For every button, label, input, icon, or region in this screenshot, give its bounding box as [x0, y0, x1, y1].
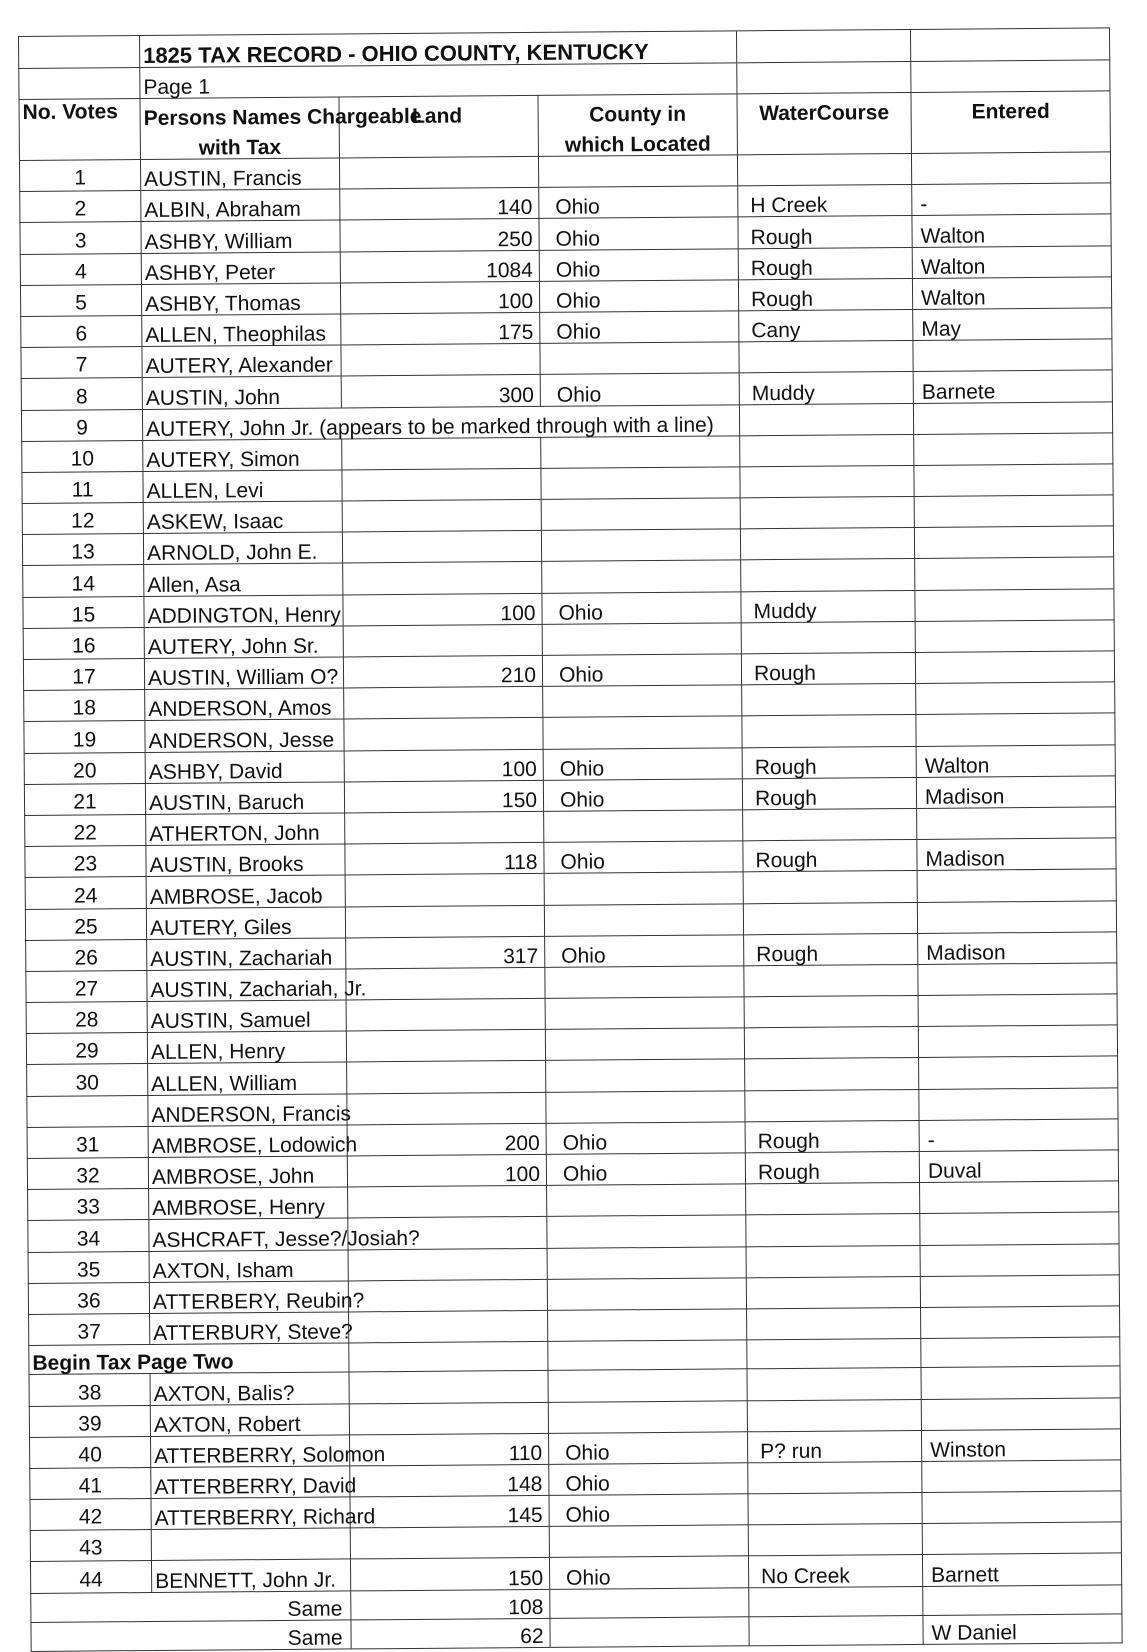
row-number: [27, 1095, 148, 1127]
watercourse: [741, 621, 915, 654]
entered: Madison: [917, 838, 1116, 871]
row-number: 28: [26, 1002, 147, 1034]
watercourse: [740, 497, 914, 530]
watercourse: [745, 1089, 919, 1122]
row-number: 36: [28, 1282, 149, 1314]
county-located: [547, 1278, 746, 1311]
county-located: [545, 997, 744, 1030]
watercourse: [743, 808, 917, 841]
watercourse: Rough: [745, 1151, 919, 1184]
county-located: [545, 1028, 744, 1061]
watercourse: Rough: [738, 247, 912, 280]
land-acres: [341, 344, 540, 377]
header-county-line1: County in: [538, 94, 737, 126]
watercourse: [749, 1615, 923, 1646]
same-label: Same: [31, 1591, 351, 1623]
entered: [914, 495, 1113, 528]
county-located: [548, 1309, 747, 1342]
county-located: [541, 529, 740, 562]
land-acres: [342, 468, 541, 501]
row-number: 31: [27, 1126, 148, 1158]
page-label: Page 1: [140, 63, 737, 99]
land-acres: 110: [349, 1433, 548, 1466]
entered: Duval: [919, 1150, 1118, 1183]
land-acres: 1084: [340, 250, 539, 283]
entered: [916, 682, 1115, 715]
county-located: Ohio: [539, 217, 738, 250]
watercourse: Muddy: [741, 590, 915, 623]
person-name: AUTERY, Giles: [146, 906, 345, 939]
person-name: AUSTIN, Samuel: [147, 1000, 346, 1033]
land-acres: 100: [343, 593, 542, 626]
row-number: 12: [22, 503, 143, 535]
county-located: [547, 1215, 746, 1248]
person-name: AMBROSE, Jacob: [146, 875, 345, 908]
county-located: [550, 1587, 749, 1618]
row-number: 44: [30, 1561, 151, 1593]
entered: Barnete: [913, 370, 1112, 403]
person-name: AXTON, Robert: [150, 1403, 349, 1436]
tax-record-sheet: [18, 27, 1122, 1650]
entered: [922, 1522, 1121, 1555]
land-acres: 62: [351, 1618, 550, 1649]
entered: Walton: [916, 744, 1115, 777]
watercourse: [746, 1183, 920, 1216]
person-name: AUSTIN, Baruch: [145, 782, 344, 815]
person-name: AMBROSE, Lodowich: [148, 1125, 347, 1158]
land-acres: 100: [344, 749, 543, 782]
watercourse: [747, 1399, 921, 1432]
entered: Madison: [916, 776, 1115, 809]
county-located: Ohio: [549, 1494, 748, 1527]
county-located: [548, 1400, 747, 1433]
row-number: 3: [20, 222, 141, 254]
watercourse: No Creek: [748, 1555, 922, 1588]
land-acres: 200: [347, 1123, 546, 1156]
county-located: Ohio: [542, 591, 741, 624]
land-acres: [348, 1279, 547, 1312]
row-number: 34: [28, 1220, 149, 1252]
row-number: 6: [21, 315, 142, 347]
person-name: AMBROSE, Henry: [149, 1187, 348, 1220]
county-located: [547, 1184, 746, 1217]
entered: Barnett: [922, 1553, 1121, 1586]
watercourse: [741, 559, 915, 592]
row-number: 18: [24, 690, 145, 722]
row-number: 42: [30, 1499, 151, 1531]
row-number: 27: [26, 970, 147, 1002]
county-located: [549, 1525, 748, 1558]
watercourse: Rough: [744, 933, 918, 966]
watercourse: [744, 996, 918, 1029]
watercourse: Muddy: [739, 372, 913, 405]
row-number: 20: [24, 752, 145, 784]
page-title: 1825 TAX RECORD - OHIO COUNTY, KENTUCKY: [140, 31, 737, 68]
watercourse: Rough: [743, 840, 917, 873]
land-acres: [339, 156, 538, 189]
row-number: 10: [22, 440, 143, 472]
entered: [913, 401, 1112, 434]
empty-cell: [548, 1340, 747, 1371]
header-entered: Entered: [911, 91, 1110, 123]
person-name: ATTERBERRY, Richard: [151, 1497, 350, 1530]
land-acres: [343, 562, 542, 595]
county-located: Ohio: [540, 373, 739, 406]
header-name-line1: Persons Names Chargeable: [140, 97, 339, 129]
person-name: BENNETT, John Jr.: [151, 1559, 350, 1592]
watercourse: Cany: [739, 309, 913, 342]
land-acres: [345, 811, 544, 844]
person-name: AUSTIN, Zachariah: [147, 938, 346, 971]
person-name: AXTON, Isham: [149, 1250, 348, 1283]
tax-record-table: [18, 27, 1123, 1652]
entered: [911, 152, 1110, 185]
county-located: [543, 716, 742, 749]
county-located: Ohio: [543, 779, 742, 812]
county-located: [541, 436, 740, 469]
land-acres: [350, 1527, 549, 1560]
person-name: ATTERBERRY, Solomon: [151, 1435, 350, 1468]
entered: [917, 900, 1116, 933]
land-acres: [348, 1186, 547, 1219]
row-number: 5: [20, 284, 141, 316]
watercourse: [743, 871, 917, 904]
land-acres: [342, 499, 541, 532]
county-located: [550, 1617, 749, 1648]
county-located: [545, 966, 744, 999]
header-land: Land: [339, 95, 538, 127]
person-name: ASHBY, William: [141, 220, 340, 253]
entered: [920, 1243, 1119, 1276]
county-located: [542, 623, 741, 656]
watercourse: [746, 1276, 920, 1309]
land-acres: [345, 874, 544, 907]
entered: [921, 1397, 1120, 1430]
person-name: Allen, Asa: [144, 563, 343, 596]
entered: [915, 557, 1114, 590]
person-name: ALBIN, Abraham: [141, 189, 340, 222]
land-acres: 100: [340, 281, 539, 314]
entered: Madison: [918, 932, 1117, 965]
person-name: AUTERY, John Sr.: [144, 626, 343, 659]
county-located: Ohio: [545, 935, 744, 968]
entered: [913, 339, 1112, 372]
row-number: 1: [19, 160, 140, 192]
watercourse: [749, 1586, 923, 1617]
entered: [914, 464, 1113, 497]
county-located: Ohio: [544, 841, 743, 874]
county-located: Ohio: [549, 1463, 748, 1496]
entered: [922, 1460, 1121, 1493]
watercourse: [747, 1307, 921, 1340]
person-name: [151, 1528, 350, 1561]
land-acres: [342, 531, 541, 564]
land-acres: 108: [351, 1589, 550, 1620]
same-label: Same: [31, 1620, 351, 1652]
entered: [918, 1025, 1117, 1058]
watercourse: [740, 528, 914, 561]
row-number: 37: [29, 1313, 150, 1345]
county-located: Ohio: [539, 280, 738, 313]
land-acres: [343, 624, 542, 657]
person-name: ASHCRAFT, Jesse?/Josiah?: [149, 1218, 348, 1251]
row-number: 30: [27, 1064, 148, 1096]
person-name: ANDERSON, Francis: [148, 1094, 347, 1127]
land-acres: [346, 967, 545, 1000]
watercourse: [737, 153, 911, 186]
row-number: 29: [26, 1033, 147, 1065]
entered: [922, 1491, 1121, 1524]
land-acres: 317: [346, 936, 545, 969]
entered: [914, 526, 1113, 559]
county-located: [544, 903, 743, 936]
county-located: [541, 498, 740, 531]
person-name: ALLEN, Levi: [143, 470, 342, 503]
header-no-votes: No. Votes: [19, 99, 140, 161]
watercourse: [740, 465, 914, 498]
county-located: [544, 872, 743, 905]
person-name: ADDINGTON, Henry: [144, 595, 343, 628]
person-name: ALLEN, Henry: [147, 1031, 346, 1064]
entered: [917, 869, 1116, 902]
entered: Walton: [912, 214, 1111, 247]
county-located: [538, 155, 737, 188]
county-located: Ohio: [539, 186, 738, 219]
person-name: AUSTIN, Brooks: [146, 844, 345, 877]
entered: Walton: [912, 277, 1111, 310]
watercourse: [744, 1027, 918, 1060]
person-name: ASKEW, Isaac: [143, 501, 342, 534]
person-name: ASHBY, Thomas: [141, 283, 340, 316]
entered: [916, 713, 1115, 746]
row-number: 11: [22, 471, 143, 503]
entered: [921, 1306, 1120, 1339]
land-acres: [347, 1092, 546, 1125]
entered: [920, 1275, 1119, 1308]
header-watercourse: WaterCourse: [737, 92, 911, 124]
land-acres: [347, 1061, 546, 1094]
watercourse: [743, 902, 917, 935]
row-number: 25: [25, 908, 146, 940]
county-located: [544, 810, 743, 843]
row-number: 4: [20, 253, 141, 285]
watercourse: [745, 1058, 919, 1091]
entered: [921, 1366, 1120, 1399]
county-located: [546, 1059, 745, 1092]
row-number: 41: [30, 1467, 151, 1499]
county-located: Ohio: [539, 248, 738, 281]
watercourse: [739, 403, 913, 436]
watercourse: Rough: [742, 746, 916, 779]
watercourse: [744, 964, 918, 997]
entered: [923, 1585, 1122, 1616]
row-number: 2: [20, 191, 141, 223]
row-number: 7: [21, 347, 142, 379]
person-name: ANDERSON, Amos: [145, 688, 344, 721]
land-acres: [344, 718, 543, 751]
person-name: ASHBY, David: [145, 751, 344, 784]
watercourse: [739, 341, 913, 374]
land-acres: 100: [347, 1154, 546, 1187]
land-acres: [344, 687, 543, 720]
header-county-line2: which Located: [538, 124, 737, 156]
county-located: Ohio: [548, 1432, 747, 1465]
land-acres: [348, 1248, 547, 1281]
watercourse: [748, 1524, 922, 1557]
person-name: AUTERY, Simon: [143, 439, 342, 472]
county-located: Ohio: [543, 747, 742, 780]
empty-cell: [349, 1342, 548, 1373]
entered: [918, 994, 1117, 1027]
row-number: 8: [21, 378, 142, 410]
land-acres: 145: [350, 1495, 549, 1528]
land-acres: 210: [343, 655, 542, 688]
section-label: Begin Tax Page Two: [29, 1343, 349, 1375]
person-name: ANDERSON, Jesse: [145, 719, 344, 752]
watercourse: [742, 715, 916, 748]
watercourse: Rough: [741, 652, 915, 685]
row-number: 17: [23, 659, 144, 691]
entered: Walton: [912, 245, 1111, 278]
county-located: [540, 342, 739, 375]
land-acres: [345, 905, 544, 938]
row-number: 39: [29, 1405, 150, 1437]
row-number: 43: [30, 1530, 151, 1562]
land-acres: 150: [344, 780, 543, 813]
land-acres: [349, 1310, 548, 1343]
person-name: AMBROSE, John: [148, 1156, 347, 1189]
header-name-line2: with Tax: [140, 127, 339, 159]
person-name: AUSTIN, John: [142, 376, 341, 409]
land-acres: 118: [345, 843, 544, 876]
row-number: 40: [30, 1436, 151, 1468]
land-acres: 150: [350, 1558, 549, 1591]
row-number: 16: [23, 627, 144, 659]
row-number: 32: [27, 1158, 148, 1190]
land-acres: [349, 1371, 548, 1404]
watercourse: [747, 1368, 921, 1401]
row-number: 22: [25, 814, 146, 846]
entered: [920, 1181, 1119, 1214]
person-name: ALLEN, Theophilas: [142, 314, 341, 347]
county-located: [546, 1090, 745, 1123]
entered: [918, 963, 1117, 996]
entered: May: [913, 308, 1112, 341]
county-located: [541, 467, 740, 500]
watercourse: [742, 684, 916, 717]
person-name: ATTERBURY, Steve?: [150, 1312, 349, 1345]
row-number: 23: [25, 846, 146, 878]
person-name: AXTON, Balis?: [150, 1372, 349, 1405]
person-name: AUTERY, John Jr. (appears to be marked through with a line): [142, 404, 739, 440]
entered: [914, 433, 1113, 466]
person-name: ASHBY, Peter: [141, 252, 340, 285]
person-name: AUSTIN, Francis: [140, 158, 339, 191]
watercourse: [748, 1461, 922, 1494]
row-number: 13: [22, 534, 143, 566]
land-acres: 300: [341, 375, 540, 408]
person-name: ALLEN, William: [148, 1062, 347, 1095]
watercourse: [746, 1214, 920, 1247]
entered: Winston: [921, 1429, 1120, 1462]
person-name: AUTERY, Alexander: [142, 345, 341, 378]
person-name: ARNOLD, John E.: [143, 532, 342, 565]
county-located: Ohio: [546, 1122, 745, 1155]
land-acres: [349, 1402, 548, 1435]
county-located: [547, 1246, 746, 1279]
entered: -: [912, 183, 1111, 216]
land-acres: 175: [341, 312, 540, 345]
watercourse: Rough: [738, 216, 912, 249]
entered: -: [919, 1119, 1118, 1152]
land-acres: [346, 1030, 545, 1063]
county-located: [543, 685, 742, 718]
land-acres: 148: [350, 1464, 549, 1497]
county-located: Ohio: [549, 1556, 748, 1589]
entered: W Daniel: [923, 1614, 1122, 1645]
person-name: ATHERTON, John: [146, 813, 345, 846]
land-acres: [346, 998, 545, 1031]
land-acres: [342, 437, 541, 470]
entered: [919, 1088, 1118, 1121]
county-located: Ohio: [542, 654, 741, 687]
county-located: Ohio: [546, 1153, 745, 1186]
row-number: 19: [24, 721, 145, 753]
county-located: [542, 560, 741, 593]
entered: [919, 1056, 1118, 1089]
row-number: 33: [28, 1189, 149, 1221]
person-name: ATTERBERRY, David: [151, 1466, 350, 1499]
watercourse: [748, 1493, 922, 1526]
land-acres: 250: [340, 219, 539, 252]
land-acres: 140: [340, 188, 539, 221]
entered: [917, 807, 1116, 840]
entered: [915, 589, 1114, 622]
watercourse: [746, 1245, 920, 1278]
row-number: 15: [23, 596, 144, 628]
row-number: 24: [25, 877, 146, 909]
watercourse: Rough: [745, 1120, 919, 1153]
watercourse: Rough: [738, 278, 912, 311]
person-name: AUSTIN, William O?: [144, 657, 343, 690]
row-number: 21: [24, 783, 145, 815]
person-name: ATTERBERY, Reubin?: [149, 1281, 348, 1314]
row-number: 35: [28, 1251, 149, 1283]
row-number: 14: [23, 565, 144, 597]
row-number: 26: [26, 939, 147, 971]
row-number: 9: [21, 409, 142, 441]
empty-cell: [921, 1337, 1120, 1368]
watercourse: [740, 434, 914, 467]
county-located: [548, 1369, 747, 1402]
entered: [920, 1212, 1119, 1245]
row-number: 38: [29, 1374, 150, 1406]
county-located: Ohio: [540, 311, 739, 344]
watercourse: P? run: [747, 1430, 921, 1463]
person-name: AUSTIN, Zachariah, Jr.: [147, 969, 346, 1002]
watercourse: H Creek: [738, 185, 912, 218]
entered: [915, 620, 1114, 653]
watercourse: Rough: [742, 777, 916, 810]
entered: [915, 651, 1114, 684]
empty-cell: [747, 1339, 921, 1370]
